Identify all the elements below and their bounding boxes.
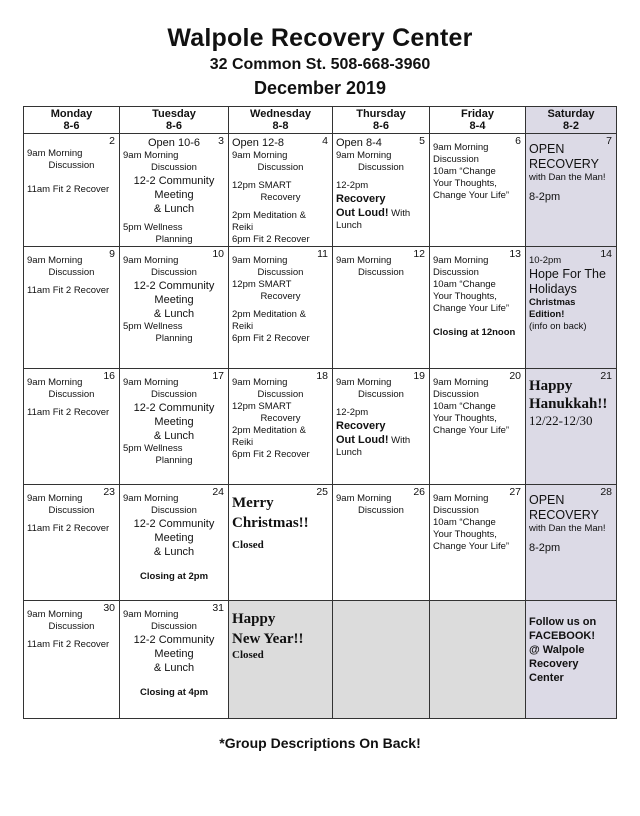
day-cell — [24, 369, 120, 485]
event-time: 10am “Change — [433, 517, 496, 528]
event: 11am Fit 2 Recover — [27, 285, 110, 296]
event-title: Lunch — [336, 447, 362, 458]
day-number: 9 — [109, 248, 115, 260]
day-number: 18 — [316, 370, 328, 382]
event-time: 9am Morning — [27, 493, 83, 504]
event-time: 9am Morning — [123, 255, 179, 266]
day-number: 23 — [103, 486, 115, 498]
event-title: Discussion — [151, 389, 197, 400]
event-title: Meeting — [154, 294, 194, 306]
day-number: 24 — [212, 486, 224, 498]
event-title: Change Your Life” — [433, 425, 510, 436]
event-title: Edition! — [529, 309, 565, 320]
event-community-meeting: 12-2 Community — [133, 402, 215, 414]
day-cell — [24, 485, 120, 601]
event-time: 2pm Meditation & — [232, 425, 306, 436]
event: 11am Fit 2 Recover — [27, 407, 110, 418]
week-row — [24, 134, 617, 247]
event-time: 2pm Meditation & — [232, 210, 306, 221]
event-title: Hope For The — [529, 267, 606, 281]
event-time: 9am Morning — [232, 255, 288, 266]
event-title: Your Thoughts, — [433, 413, 497, 424]
day-cell — [120, 134, 229, 247]
social-handle: Center — [529, 672, 564, 684]
event-time: 8-2pm — [529, 191, 561, 203]
event-title: Change Your Life” — [433, 190, 510, 201]
event-time: 9am Morning — [232, 377, 288, 388]
event-time: 10-2pm — [529, 255, 562, 266]
day-number: 2 — [109, 135, 115, 147]
social-handle: @ Walpole — [529, 644, 585, 656]
event-time: 9am Morning — [27, 609, 83, 620]
holiday-title: Merry — [232, 495, 274, 511]
holiday-title: Christmas!! — [232, 515, 309, 531]
event-time: 9am Morning — [336, 493, 392, 504]
event-title: RECOVERY — [529, 508, 599, 522]
day-cell — [24, 601, 120, 719]
event-time: 10am “Change — [433, 401, 496, 412]
event-time: 9am Morning — [433, 255, 489, 266]
open-hours: Open 10-6 — [148, 137, 200, 149]
event-community-meeting: 12-2 Community — [133, 175, 215, 187]
event-host: with Dan the Man! — [529, 523, 606, 534]
day-number: 10 — [212, 248, 224, 260]
event: 11am Fit 2 Recover — [27, 184, 110, 195]
event-time: 9am Morning — [433, 493, 489, 504]
day-cell — [430, 485, 526, 601]
week-row — [24, 485, 617, 601]
closing-notice: Closing at 2pm — [139, 571, 209, 582]
event-title: Discussion — [48, 160, 95, 171]
event-title: Discussion — [257, 267, 304, 278]
event-title: & Lunch — [153, 546, 195, 558]
event-note: (info on back) — [529, 321, 587, 332]
event-time: 9am Morning — [27, 255, 83, 266]
day-cell — [430, 247, 526, 369]
event-title: OPEN — [529, 142, 565, 156]
day-number: 16 — [103, 370, 115, 382]
event-title: RECOVERY — [529, 157, 599, 171]
event-title: Change Your Life” — [433, 541, 510, 552]
day-number: 17 — [212, 370, 224, 382]
event-time: 5pm Wellness — [123, 443, 183, 454]
closed-notice: Closed — [232, 539, 264, 551]
event-title: Discussion — [358, 505, 404, 516]
day-cell-empty — [333, 601, 430, 719]
day-number: 12 — [413, 248, 425, 260]
event-title: Discussion — [151, 621, 197, 632]
event-title: Planning — [155, 234, 193, 245]
event-title: Discussion — [151, 162, 197, 173]
day-cell — [526, 369, 617, 485]
day-cell — [430, 369, 526, 485]
center-title: Walpole Recovery Center — [167, 24, 473, 52]
event-title: Discussion — [358, 267, 404, 278]
event-title: Hanukkah!! — [529, 396, 608, 412]
event-title: Meeting — [154, 416, 194, 428]
event-community-meeting: 12-2 Community — [133, 634, 215, 646]
weekday-header-row — [24, 107, 617, 134]
day-cell — [120, 601, 229, 719]
day-number: 13 — [509, 248, 521, 260]
event-time: 9am Morning — [336, 255, 392, 266]
event-title: Your Thoughts, — [433, 178, 497, 189]
event-time: 9am Morning — [123, 493, 179, 504]
group-descriptions-note: *Group Descriptions On Back! — [219, 735, 421, 751]
day-number: 4 — [322, 135, 328, 147]
event-time: 9am Morning — [336, 150, 392, 161]
event-time: 10am “Change — [433, 166, 496, 177]
day-number: 27 — [509, 486, 521, 498]
event-title: Christmas — [529, 297, 576, 308]
week-row — [24, 247, 617, 369]
day-cell — [24, 247, 120, 369]
event-title: Planning — [155, 455, 193, 466]
event: 11am Fit 2 Recover — [27, 639, 110, 650]
event-time: 9am Morning — [27, 148, 83, 159]
day-number: 26 — [413, 486, 425, 498]
event: 11am Fit 2 Recover — [27, 523, 110, 534]
event-title: & Lunch — [153, 203, 195, 215]
event-time: 12-2pm — [336, 180, 369, 191]
day-cell — [229, 601, 333, 719]
day-number: 21 — [600, 370, 612, 382]
social-callout: Follow us on — [529, 616, 597, 628]
event-title: Discussion — [358, 162, 404, 173]
weekday-header-thursday: Thursday 8-6 — [333, 107, 430, 134]
day-number: 3 — [218, 135, 224, 147]
event-title: & Lunch — [153, 662, 195, 674]
event-title: OPEN — [529, 493, 565, 507]
event-time: 10am “Change — [433, 279, 496, 290]
week-row — [24, 369, 617, 485]
day-cell — [526, 247, 617, 369]
event-title: Your Thoughts, — [433, 291, 497, 302]
day-cell — [526, 134, 617, 247]
weekday-header-monday: Monday 8-6 — [24, 107, 120, 134]
event-title: & Lunch — [153, 308, 195, 320]
day-number: 6 — [515, 135, 521, 147]
day-number: 30 — [103, 602, 115, 614]
event-title: Lunch — [336, 220, 362, 231]
day-cell — [333, 485, 430, 601]
day-number: 7 — [606, 135, 612, 147]
event-title: Discussion — [48, 505, 95, 516]
event-time: 5pm Wellness — [123, 321, 183, 332]
holiday-title: New Year!! — [232, 631, 304, 647]
event-title: Holidays — [529, 282, 577, 296]
day-number: 20 — [509, 370, 521, 382]
event-title: Discussion — [358, 389, 404, 400]
day-cell-empty — [430, 601, 526, 719]
event-title: With — [388, 208, 411, 219]
day-cell — [333, 247, 430, 369]
day-cell — [229, 485, 333, 601]
event-title: Your Thoughts, — [433, 529, 497, 540]
event-community-meeting: 12-2 Community — [133, 280, 215, 292]
day-cell — [229, 369, 333, 485]
event-time: 9am Morning — [232, 150, 288, 161]
event-time: 12pm SMART — [232, 401, 292, 412]
event-time: 9am Morning — [433, 142, 489, 153]
event: 6pm Fit 2 Recover — [232, 449, 310, 460]
event: 6pm Fit 2 Recover — [232, 234, 310, 245]
day-cell — [229, 134, 333, 247]
weekday-header-saturday: Saturday 8-2 — [526, 107, 617, 134]
event-community-meeting: 12-2 Community — [133, 518, 215, 530]
event-title: Out Loud! — [336, 207, 389, 219]
holiday-title: Happy — [232, 611, 276, 627]
event-title: Discussion — [433, 505, 479, 516]
event-title: Meeting — [154, 532, 194, 544]
day-number: 11 — [317, 248, 328, 260]
event-time: 9am Morning — [433, 377, 489, 388]
event-title: Discussion — [433, 389, 479, 400]
event-time: 12pm SMART — [232, 279, 292, 290]
event-title: Planning — [155, 333, 193, 344]
event-title: Reiki — [232, 321, 254, 332]
event: 6pm Fit 2 Recover — [232, 333, 310, 344]
event-time: 9am Morning — [27, 377, 83, 388]
day-cell — [333, 369, 430, 485]
event-dates: 12/22-12/30 — [529, 413, 593, 428]
event-time: 9am Morning — [123, 150, 179, 161]
event-title: Recovery — [260, 291, 301, 302]
center-address: 32 Common St. 508-668-3960 — [209, 56, 431, 73]
event-title: Discussion — [151, 267, 197, 278]
day-number: 31 — [212, 602, 224, 614]
event-title: Discussion — [48, 389, 95, 400]
day-number: 5 — [419, 135, 425, 147]
event-title: & Lunch — [153, 430, 195, 442]
event-title: Discussion — [257, 162, 304, 173]
event-title: Recovery — [336, 420, 386, 432]
social-callout: FACEBOOK! — [529, 630, 595, 642]
event-title: Discussion — [48, 621, 95, 632]
day-number: 25 — [316, 486, 328, 498]
event-time: 9am Morning — [123, 377, 179, 388]
open-hours: Open 8-4 — [336, 137, 382, 149]
event-time: 9am Morning — [123, 609, 179, 620]
event-title: Discussion — [257, 389, 304, 400]
calendar-month: December 2019 — [253, 78, 387, 98]
event-title: Discussion — [48, 267, 95, 278]
open-hours: Open 12-8 — [232, 137, 284, 149]
event-time: 12pm SMART — [232, 180, 292, 191]
day-cell — [229, 247, 333, 369]
closed-notice: Closed — [232, 649, 264, 661]
event-title: Discussion — [433, 154, 479, 165]
day-cell — [526, 601, 617, 719]
day-number: 28 — [600, 486, 612, 498]
event-time: 12-2pm — [336, 407, 369, 418]
event-title: Happy — [529, 378, 573, 394]
social-handle: Recovery — [529, 658, 579, 670]
event-title: Discussion — [151, 505, 197, 516]
day-number: 19 — [413, 370, 425, 382]
weekday-header-tuesday: Tuesday 8-6 — [120, 107, 229, 134]
day-cell — [120, 247, 229, 369]
closing-notice: Closing at 12noon — [433, 327, 516, 338]
day-cell — [120, 369, 229, 485]
weekday-header-friday: Friday 8-4 — [430, 107, 526, 134]
day-cell — [333, 134, 430, 247]
event-time: 8-2pm — [529, 542, 561, 554]
event-title: With — [388, 435, 411, 446]
day-number: 14 — [600, 248, 612, 260]
event-title: Meeting — [154, 189, 194, 201]
event-time: 5pm Wellness — [123, 222, 183, 233]
weekday-header-wednesday: Wednesday 8-8 — [229, 107, 333, 134]
event-title: Recovery — [260, 413, 301, 424]
event-host: with Dan the Man! — [529, 172, 606, 183]
event-title: Reiki — [232, 222, 254, 233]
calendar-grid — [23, 106, 617, 719]
event-time: 2pm Meditation & — [232, 309, 306, 320]
event-title: Recovery — [260, 192, 301, 203]
day-cell — [430, 134, 526, 247]
day-cell — [526, 485, 617, 601]
event-time: 9am Morning — [336, 377, 392, 388]
event-title: Out Loud! — [336, 434, 389, 446]
week-row — [24, 601, 617, 719]
event-title: Discussion — [433, 267, 479, 278]
event-title: Reiki — [232, 437, 254, 448]
event-title: Change Your Life” — [433, 303, 510, 314]
day-cell — [24, 134, 120, 247]
closing-notice: Closing at 4pm — [139, 687, 209, 698]
event-title: Meeting — [154, 648, 194, 660]
day-cell — [120, 485, 229, 601]
event-title: Recovery — [336, 193, 386, 205]
